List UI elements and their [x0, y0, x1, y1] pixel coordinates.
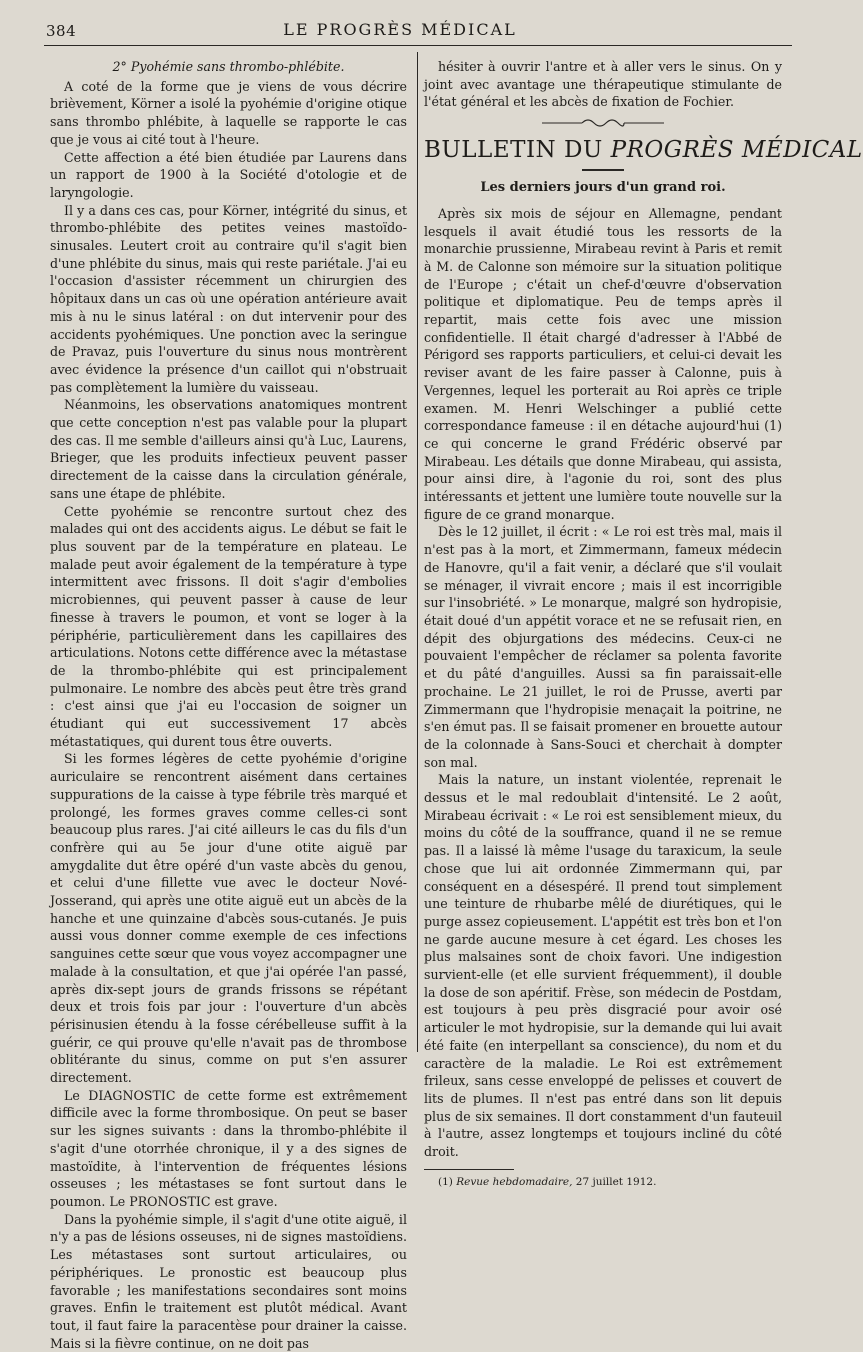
- continuation-paragraph: hésiter à ouvrir l'antre et à aller vers le sinus. On y joint avec avantage une thérapeutique stimulante de l'état général et les abcès de fixation de Fochier.: [424, 59, 782, 110]
- paragraph: Mais la nature, un instant violentée, reprenait le dessus et le mal redoublait d'intensité. Le 2 août, Mirabeau écrivait : « Le roi est sensiblement mieux, du moins du côté de la souffrance, quand il ne se remue pas. Il a laissé là même l'usage du taraxicum, la seule chose que lui ait ordonnée Zimmermann qui, par conséquent en a désespéré. Il prend tout simplement une teinture de rhubarbe mêlé de diurétiques, qui le purge assez copieusement. L'appétit est très bon et l'on ne garde aucune mesure à cet égard. Les choses les plus malsaines sont de choix favori. Une indigestion survient-elle (et elle survient fréquemment), il double la dose de son apéritif. Frèse, son médecin de Postdam, est toujours à peu près disgracié pour avoir osé articuler le mot hydropisie, sur la demande qui lui avait été faite (en interpellant sa conscience), du nom et du caractère de la maladie. Le Roi est extrêmement frileux, sans cesse enveloppé de pelisses et couvert de lits de plumes. Il n'est pas entré dans son lit depuis plus de six semaines. Il dort constamment d'un fauteuil à l'autre, assez longtemps et toujours incliné du côté droit.: [424, 772, 782, 1160]
- left-column: [50, 58, 407, 1352]
- bulletin-heading: [424, 137, 863, 164]
- heading-rule: [582, 169, 624, 171]
- running-head-title: LE PROGRÈS MÉDICAL: [283, 20, 517, 39]
- page-number: 384: [46, 22, 77, 40]
- paragraph: Dès le 12 juillet, il écrit : « Le roi est très mal, mais il n'est pas à la mort, et Zimmermann, fameux médecin de Hanovre, qu'il a fait venir, a déclaré que s'il voulait se ménager, il vivrait encore ; mais il est incorrigible sur l'insobriété. » Le monarque, malgré son hydropisie, était doué d'un appétit vorace et ne se refusait rien, en dépit des objurgations des médecins. Ceux-ci ne pouvaient l'empêcher de réclamer sa polenta favorite et du pâté d'anguilles. Aussi sa fin paraissait-elle prochaine. Le 21 juillet, le roi de Prusse, averti par Zimmermann que l'hydropisie menaçait la poitrine, ne s'en émut pas. Il se faisait promener en brouette autour de la colonnade à Sans-Souci et cherchait à dompter son mal.: [424, 524, 782, 770]
- paragraph: Cette affection a été bien étudiée par Laurens dans un rapport de 1900 à la Société d'otologie et de laryngologie.: [50, 149, 407, 200]
- paragraph: Il y a dans ces cas, pour Körner, intégrité du sinus, et thrombo-phlébite des petites veines mastoïdo-sinusales. Leutert croit au contraire qu'il s'agit bien d'une phlébite du sinus, mais qui reste pariétale. J'ai eu l'occasion d'assister récemment un chirurgien des hôpitaux dans un cas où une opération antérieure avait mis à nu le sinus latéral : on dut intervenir pour des accidents pyohémiques. Une ponction avec la seringue de Pravaz, puis l'ouverture du sinus nous montrèrent avec évidence la présence d'un caillot qui n'obstruait pas complètement la lumière du vaisseau.: [50, 202, 407, 395]
- bulletin-heading-plain: BULLETIN DU: [424, 137, 603, 164]
- footnote-rule: [424, 1169, 514, 1170]
- footnote-source: Revue hebdomadaire,: [456, 1175, 573, 1188]
- section-title: 2° Pyohémie sans thrombo-phlébite.: [112, 59, 345, 74]
- paragraph: Néanmoins, les observations anatomiques montrent que cette conception n'est pas valable pour la plupart des cas. Il me semble d'ailleurs ainsi qu'à Luc, Laurens, Brieger, que les produits infectieux peuvent passer directement de la caisse dans la circulation générale, sans une étape de phlébite.: [50, 397, 407, 501]
- ornament-divider: [538, 117, 668, 129]
- article-title: Les derniers jours d'un grand roi.: [480, 180, 726, 196]
- paragraph: Si les formes légères de cette pyohémie d'origine auriculaire se rencontrent aisément dans certaines suppurations de la caisse à type fébrile très marqué et prolongé, les formes graves comme celles-ci sont beaucoup plus rares. J'ai cité ailleurs le cas du fils d'un confrère qui au 5e jour d'une otite aiguë par amygdalite dut être opéré d'un vaste abcès du genou, et celui d'une fillette vue avec le docteur Nové-Josserand, qui après une otite aiguë eut un abcès de la hanche et une quinzaine d'abcès sous-cutanés. Je puis aussi vous donner comme exemple de ces infections sanguines cette sœur que vous voyez accompagner une malade à la consultation, et que j'ai opérée l'an passé, après dix-sept jours de grands frissons se répétant deux et trois fois par jour : l'ouverture d'un abcès périsinusien étendu à la fosse cérébelleuse suffit à la guérir, ce qui prouve qu'elle n'avait pas de thrombose oblitérante du sinus, comme on put s'en assurer directement.: [50, 751, 407, 1086]
- right-column: [424, 58, 863, 1189]
- footnote-date: 27 juillet 1912.: [575, 1175, 657, 1188]
- footnote-marker: (1): [438, 1175, 453, 1188]
- paragraph: Dans la pyohémie simple, il s'agit d'une otite aiguë, il n'y a pas de lésions osseuses, ni de signes mastoïdiens. Les métastases sont surtout articulaires, ou périphériques. Le pronostic est beaucoup plus favorable ; les manifestations secondaires sont moins graves. Enfin le traitement est plutôt médical. Avant tout, il faut faire la paracentèse pour drainer la caisse. Mais si la fièvre continue, on ne doit pas: [50, 1211, 407, 1351]
- paragraph: Cette pyohémie se rencontre surtout chez des malades qui ont des accidents aigus. Le début se fait le plus souvent par de la température en plateau. Le malade peut avoir également de la température à type intermittent avec frissons. Il doit s'agir d'embolies microbiennes, qui peuvent passer à cause de leur finesse à travers le poumon, et vont se loger à la périphérie, particulièrement dans les capillaires des articulations. Notons cette différence avec la métastase de la thrombo-phlébite qui est principalement pulmonaire. Le nombre des abcès peut être très grand : c'est ainsi que j'ai eu l'occasion de soigner un étudiant qui eut successivement 17 abcès métastatiques, qui durent tous être ouverts.: [50, 503, 407, 749]
- column-divider: [417, 52, 418, 1052]
- paragraph: Le DIAGNOSTIC de cette forme est extrêmement difficile avec la forme thrombosique. On peut se baser sur les signes suivants : dans la thrombo-phlébite il s'agit d'une otorrhée chronique, il y a des signes de mastoïdite, à l'intervention de fréquentes lésions osseuses ; les métastases se font surtout dans le poumon. Le PRONOSTIC est grave.: [50, 1087, 407, 1209]
- paragraph: A coté de la forme que je viens de vous décrire brièvement, Körner a isolé la pyohémie d'origine otique sans thrombo phlébite, à laquelle se rapporte le cas que je vous ai cité tout à l'heure.: [50, 78, 407, 147]
- header-rule: [44, 45, 792, 46]
- footnote: [424, 1175, 782, 1189]
- bulletin-heading-italic: PROGRÈS MÉDICAL: [610, 137, 863, 164]
- paragraph: Après six mois de séjour en Allemagne, pendant lesquels il avait étudié tous les ressorts de la monarchie prussienne, Mirabeau revint à Paris et remit à M. de Calonne son mémoire sur la situation politique de l'Europe ; c'était un chef-d'œuvre d'observation politique et diplomatique. Peu de temps après il repartit, mais cette fois avec une mission confidentielle. Il était chargé d'adresser à l'Abbé de Périgord ses rapports particuliers, et celui-ci devait les reviser avant de les faire passer à Calonne, puis à Vergennes, lequel les porterait au Roi après ce triple examen. M. Henri Welschinger a publié cette correspondance fameuse : il en détache aujourd'hui (1) ce qui concerne le grand Frédéric observé par Mirabeau. Les détails que donne Mirabeau, qui assista, pour ainsi dire, à l'agonie du roi, sont des plus intéressants et jettent une lumière toute nouvelle sur la figure de ce grand monarque.: [424, 205, 782, 522]
